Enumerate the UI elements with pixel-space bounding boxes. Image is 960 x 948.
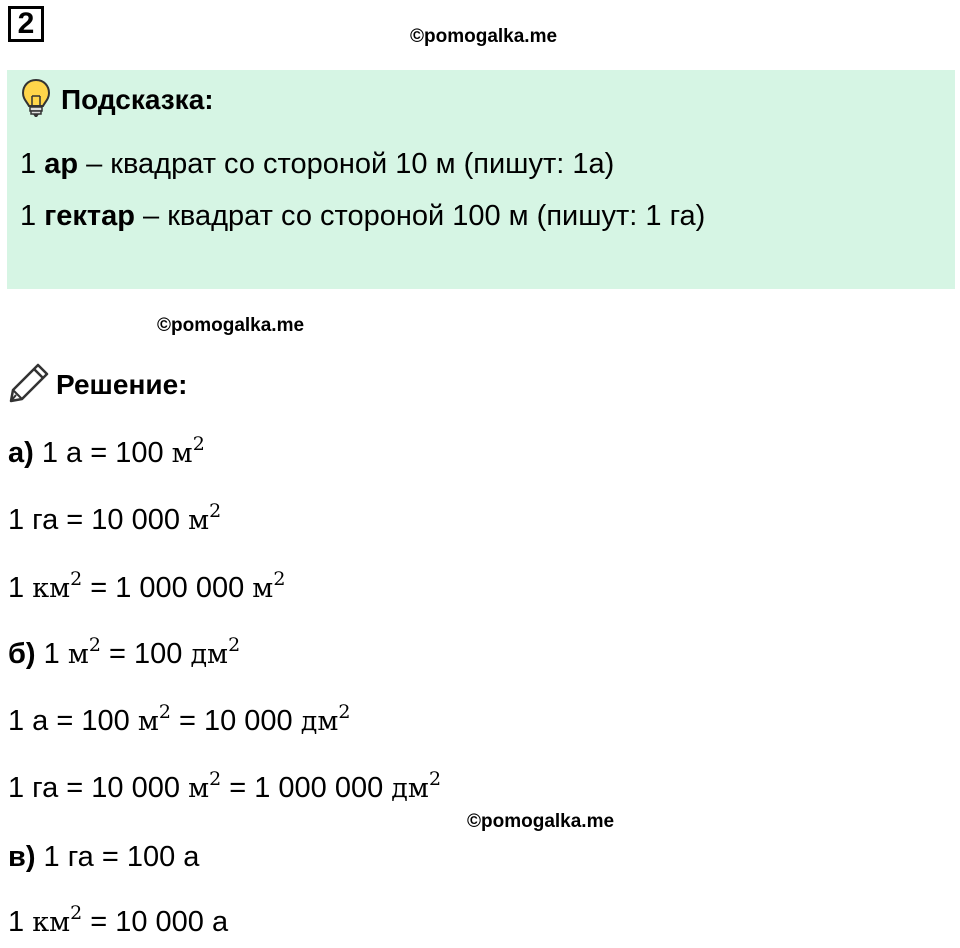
solution-line-a3: 1 $км^2 = 1$ 000 000 $м^2$ xyxy=(8,568,286,604)
solution-line-c1: в) 1 га = 100 а xyxy=(8,841,200,873)
solution-line-b2: 1 а = 100 $м^2 = 10$ 000 $дм^2$ xyxy=(8,701,351,737)
watermark: ©pomogalka.me xyxy=(157,315,305,336)
solution-line-b1: б) 1 $м^2 = 100$ $дм^2$ xyxy=(8,634,241,670)
hint-box xyxy=(7,70,955,289)
hint-line: 1 ар – квадрат со стороной 10 м (пишут: 1а) xyxy=(20,148,615,180)
solution-title: Решение: xyxy=(56,369,188,400)
watermark: ©pomogalka.me xyxy=(410,26,558,47)
hint-header xyxy=(21,78,214,122)
task-number: 2 xyxy=(8,6,44,42)
watermark: ©pomogalka.me xyxy=(467,811,615,832)
hint-title: Подсказка: xyxy=(61,84,214,115)
solution-line-a1: а) 1 а = 100 $м^2$ xyxy=(8,433,205,469)
solution-header xyxy=(8,362,187,408)
lightbulb-icon xyxy=(21,78,51,123)
solution-line-c2: 1 $км^2 = 10$ 000 а xyxy=(8,902,229,938)
solution-line-b3: 1 га = 10 000 $м^2 = 1$ 000 000 $дм^2$ xyxy=(8,768,442,804)
pencil-icon xyxy=(8,362,50,409)
hint-line: 1 гектар – квадрат со стороной 100 м (пишут: 1 га) xyxy=(20,200,706,232)
solution-line-a2: 1 га = 10 000 $м^2$ xyxy=(8,500,222,536)
